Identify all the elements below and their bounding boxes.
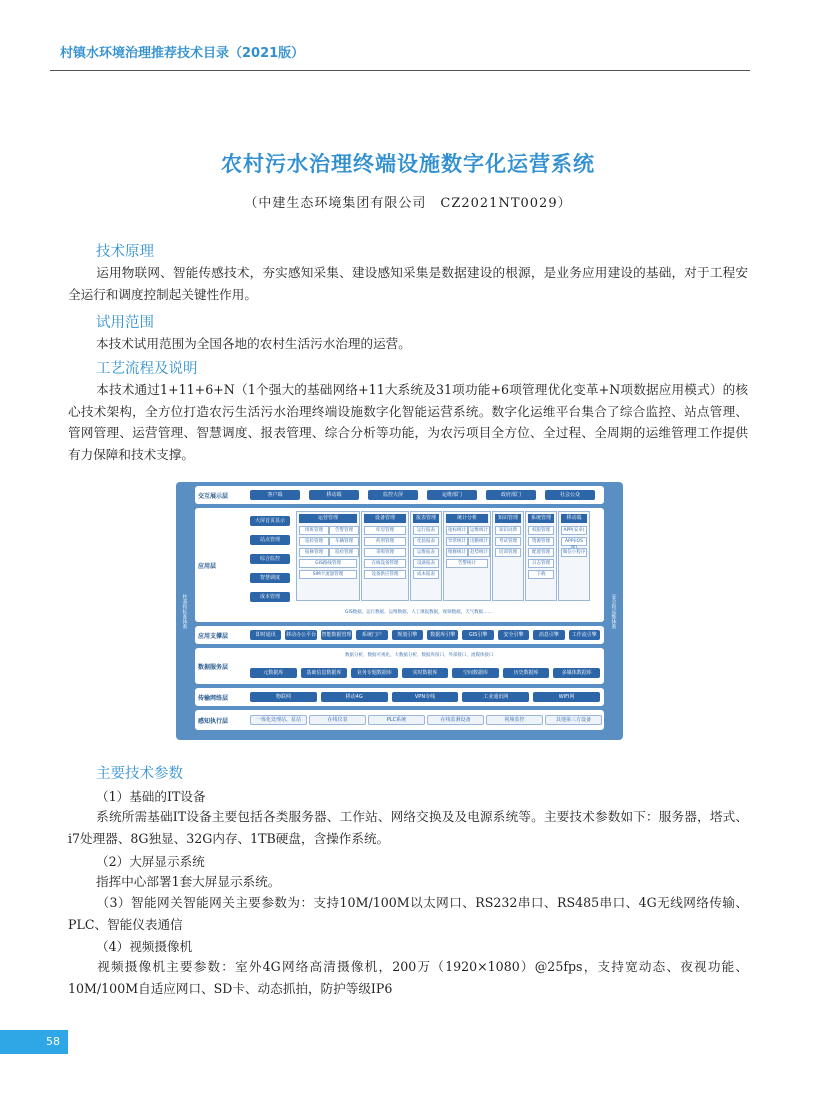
chip: 规划引擎 (392, 630, 423, 640)
right-side-label: 安全和运维体系 (610, 593, 617, 629)
column-item: 运维统计 (470, 528, 488, 533)
app-column (410, 511, 442, 601)
app-column (296, 511, 360, 601)
column-item: 药剂管理 (364, 537, 406, 546)
layer-interaction (195, 486, 604, 504)
chip: 综合监控 (250, 554, 290, 564)
layer-support (195, 626, 604, 644)
column-item: 下载 (528, 570, 554, 579)
chip: 政府部门 (486, 490, 536, 500)
chip: 基础信息数据库 (301, 668, 348, 678)
chip: 移动办公平台 (286, 632, 317, 638)
column-header: 统计分析 (446, 514, 488, 523)
data-note: 数据分析，数据可视化，大数据分析，数据库接口，外部接口，流媒体接口 (345, 653, 494, 658)
app-column (361, 511, 409, 601)
heading-principle: 技术原理 (96, 244, 154, 260)
chip: 移动端 (309, 490, 359, 500)
layer-label: 感知执行层 (198, 717, 229, 725)
layer-label: 应用支撑层 (198, 632, 229, 640)
param-text-1: 系统所需基础IT设备主要包括各类服务器、工作站、网络交换及及电源系统等。主要技术参数如下：服务器，塔式、i7处理器、8G独显、32G内存、1TB硬盘，含操作系统。 (68, 809, 748, 846)
chip: 业务专题数据库 (351, 668, 398, 678)
column-item: 巡检管理 (329, 548, 359, 557)
chip: 社会公众 (545, 490, 595, 500)
header-rule (50, 70, 750, 71)
layer-label: 数据服务层 (198, 663, 229, 671)
chip: 历史数据库 (503, 668, 550, 678)
chip: 一体化处理站、泵站 (250, 715, 307, 725)
chip: 其他第三方设备 (545, 715, 602, 725)
param-text-4: 视频摄像机主要参数：室外4G网络高清摄像机，200万（1920×1080）@25fps，支持宽动态、夜视功能、10M/100M自适应网口、SD卡、动态抓拍，防护等级IP6 (68, 959, 748, 996)
chip: 多媒体数据库 (553, 668, 600, 678)
layer-application (195, 508, 604, 622)
chip: GIS引擎 (462, 630, 493, 640)
layer-label: 交互展示层 (198, 492, 229, 500)
column-item: 日志管理 (528, 559, 554, 568)
layer-label: 应用层 (198, 562, 217, 570)
chip: 运维部门 (427, 490, 477, 500)
scope-text: 本技术试用范围为全国各地的农村生活污水治理的运营。 (96, 336, 411, 351)
principle-text: 运用物联网、智能传感技术，夯实感知采集、建设感知采集是数据建设的根源，是业务应用建设的基础，对于工程安全运行和调度控制起关键性作用。 (68, 265, 748, 302)
chip: 即时通讯 (250, 630, 281, 640)
chip: 消息引擎 (533, 630, 564, 640)
column-item: 告警统计 (446, 559, 488, 568)
column-item: 指标统计 (448, 528, 466, 533)
chip: 在线仪表 (309, 715, 366, 725)
column-header: 设备管理 (364, 514, 406, 523)
column-item: 巡检管理 (299, 537, 329, 546)
app-column (558, 511, 590, 601)
column-header: 运营管理 (299, 514, 357, 523)
column-item: 知识词典 (495, 526, 521, 535)
chip: 元数据库 (250, 668, 297, 678)
param-text-3: （3）智能网关智能网关主要参数为：支持10M/100M以太网口、RS232串口、RS485串口、4G无线网络传输、PLC、智能仪表通信 (68, 895, 748, 932)
column-item: SIM卡流量管理 (299, 570, 357, 579)
chip: 智慧调度 (250, 573, 290, 583)
column-item: 权限管理 (528, 526, 554, 535)
chip: 物联网 (250, 692, 317, 702)
left-side-label: 柱基和标准体系 (181, 593, 188, 629)
column-item: 趋势统计 (470, 550, 488, 555)
page-subtitle: （中建生态环境集团有限公司 CZ2021NT0029） (244, 196, 572, 211)
chip: 监控大屏 (368, 490, 418, 500)
page-number: 58 (0, 1030, 68, 1054)
column-item: 库房管理 (364, 526, 406, 535)
chip: 工作流引擎 (569, 630, 600, 640)
heading-scope: 试用范围 (96, 315, 154, 331)
column-item: 资源管理 (528, 537, 554, 546)
page-title: 农村污水治理终端设施数字化运营系统 (221, 151, 595, 176)
column-item: 告警管理 (329, 526, 359, 535)
chip: 移动4G (321, 692, 388, 702)
chip: 视频监控 (486, 715, 543, 725)
chip: VPN专线 (392, 692, 459, 702)
chip: 数据库引擎 (427, 630, 458, 640)
column-item: APP(iOS (561, 537, 587, 546)
column-item: 车辆管理 (329, 537, 359, 546)
param-title-2: （2）大屏显示系统 (96, 854, 205, 869)
column-item: GIS路线管理 (299, 559, 357, 568)
data-footer: GIS数据，运行数据，运维数据，人工填报数据，视频数据，天气数据…… (345, 610, 493, 615)
column-item: 维修统计 (448, 550, 466, 555)
column-item: 设备供应管理 (364, 570, 406, 579)
layer-perception (195, 710, 604, 730)
column-item: 成本报表 (413, 570, 439, 579)
chip: 客户端 (250, 490, 300, 500)
column-item: APP(安卓) (561, 526, 587, 535)
chip: 大屏首页显示 (250, 516, 290, 526)
column-item: 配置管理 (528, 548, 554, 557)
app-column (525, 511, 557, 601)
architecture-diagram (176, 482, 623, 740)
column-item: 出勤统计 (470, 539, 488, 544)
chip: 系统门户 (356, 630, 387, 640)
param-text-2: 指挥中心部署1套大屏显示系统。 (96, 874, 281, 889)
chip: 站点管理 (250, 535, 290, 545)
layer-label: 传输网络层 (198, 694, 229, 702)
process-text: 本技术通过1+11+6+N（1个强大的基础网络+11大系统及31项功能+6项管理优化变革+N项数据应用模式）的核心技术架构，全方位打造农污生活污水治理终端设施数字化智能运营系统。数字化运维平台集合了综合监控、站点管理、管网管理、运营管理、智慧调度、报表管理、综合分析等功能，为农污项目全方位、全过程、全周期的运维管理工作提供有力保障和技术支撑。 (68, 382, 748, 462)
chip: PLC系统 (368, 715, 425, 725)
chip: 工业通讯网 (462, 692, 529, 702)
chip: 成本管理 (250, 592, 290, 602)
column-item: 培训管理 (495, 548, 521, 557)
param-title-4: （4）视频摄像机 (96, 939, 193, 954)
column-item: 化验报表 (413, 537, 439, 546)
layer-data-service (195, 648, 604, 684)
column-item: 设备报表 (413, 559, 439, 568)
chip: 实时数据库 (402, 668, 449, 678)
column-item: 排班管理 (299, 526, 329, 535)
param-title-1: （1）基础的IT设备 (96, 789, 206, 804)
column-header: 知识管理 (495, 514, 521, 523)
chip: 在线监测设备 (427, 715, 484, 725)
column-header: 报表管理 (413, 514, 439, 523)
column-item: 运行报表 (413, 526, 439, 535)
column-header: 系统管理 (528, 514, 554, 523)
column-item: 考试管理 (495, 537, 521, 546)
column-item: 采购管理 (364, 548, 406, 557)
column-header: 移动端 (561, 514, 587, 523)
chip: 空间数据库 (452, 668, 499, 678)
running-header: 村镇水环境治理推荐技术目录（2021版） (60, 46, 305, 61)
chip: 安全引擎 (498, 630, 529, 640)
layer-network (195, 688, 604, 706)
column-item: 运维报表 (413, 548, 439, 557)
column-item: 在线设备管理 (364, 559, 406, 568)
column-item: 报修管理 (299, 548, 329, 557)
chip: 智能数据管理 (321, 632, 352, 638)
chip: WIFI网 (533, 692, 600, 702)
heading-params: 主要技术参数 (96, 766, 183, 782)
heading-process: 工艺流程及说明 (96, 361, 198, 377)
app-column (492, 511, 524, 601)
column-item: 异常统计 (448, 539, 466, 544)
column-item: 微信小程序 (562, 550, 586, 555)
app-column (443, 511, 491, 601)
